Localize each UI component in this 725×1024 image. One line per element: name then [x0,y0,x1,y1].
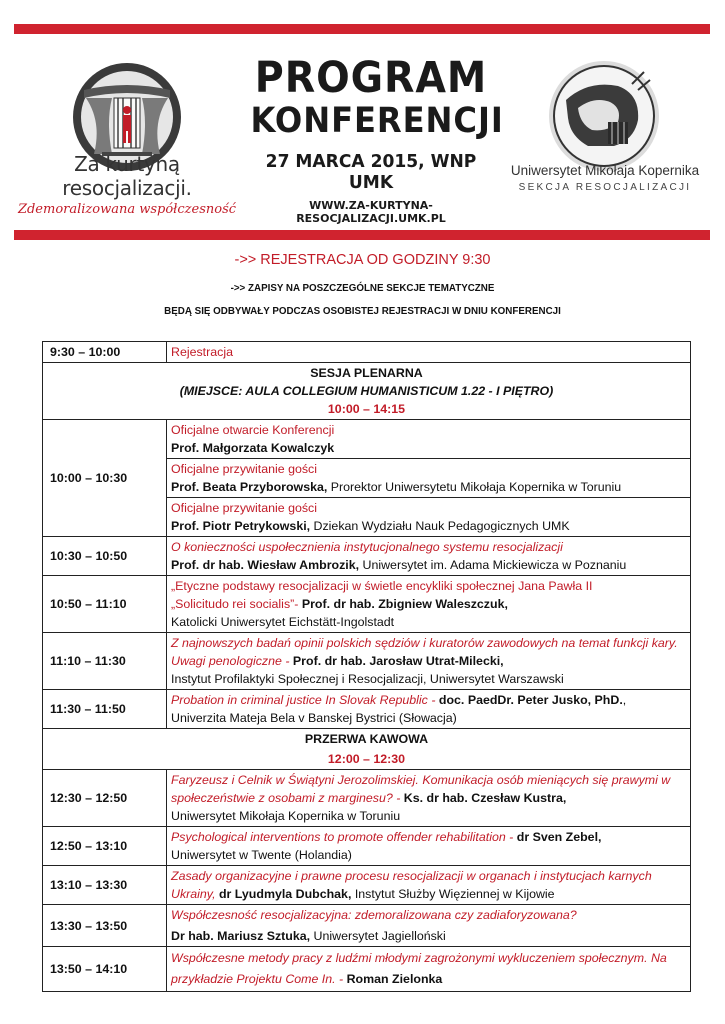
event-cell [167,342,691,363]
time-cell: 13:10 – 13:30 [43,866,167,905]
speaker-name: Prof. Beata Przyborowska, [171,480,328,494]
event-title: „Etyczne podstawy resocjalizacji w świetle encykliki społecznej Jana Pawła II [171,579,593,593]
speaker-affiliation: Uniwersytet w Twente (Holandia) [171,848,352,862]
speaker-affiliation: Uniwersytet Mikołaja Kopernika w Toruniu [171,809,401,823]
event-cell [167,827,691,866]
table-row [43,633,691,690]
speaker-name: Prof. Piotr Petrykowski, [171,519,311,533]
event-cell [167,459,691,498]
university-seal-logo [548,60,660,172]
speaker-name: dr Lyudmyla Dubchak, [218,887,352,901]
event-cell [167,537,691,576]
event-cell [167,866,691,905]
schedule-table [42,341,691,992]
speaker-name: Roman Zielonka [346,972,443,986]
time-cell: 10:30 – 10:50 [43,537,167,576]
event-cell [167,947,691,992]
time-cell: 13:50 – 14:10 [43,947,167,992]
title-line-2: KONFERENCJI [250,101,504,141]
program-title [240,55,502,225]
brand-left-name: Za kurtyną resocjalizacji. [62,152,192,200]
onsite-note: BĘDĄ SIĘ ODBYWAŁY PODCZAS OSOBISTEJ REJESTRACJI W DNIU KONFERENCJI [164,306,561,317]
conference-date: 27 MARCA 2015, WNP UMK [265,151,477,193]
table-row [43,905,691,947]
table-row [43,770,691,827]
title-line-1: PROGRAM [254,53,488,103]
speaker-name: Ks. dr hab. Czesław Kustra, [403,791,567,805]
event-title: Faryzeusz i Celnik w Świątyni Jerozolimskiej. Komunikacja osób mieniących się prawymi w społeczeństwie z osobami z marginesu? - [171,773,671,805]
event-cell [167,576,691,633]
speaker-affiliation: Katolicki Uniwersytet Eichstätt-Ingolstadt [171,615,395,629]
speaker-affiliation: Instytut Służby Więziennej w Kijowie [351,887,555,901]
table-row [43,690,691,729]
table-row [43,947,691,992]
break-title: PRZERWA KAWOWA [304,732,429,746]
event-cell [167,770,691,827]
coffee-break-cell [43,729,691,770]
speaker-name: dr Sven Zebel, [516,830,602,844]
table-row [43,537,691,576]
event-title: Zasady organizacyjne i prawne procesu resocjalizacji w organach i instytucjach karnych Ukrainy, [171,869,652,901]
time-cell: 12:30 – 12:50 [43,770,167,827]
event-title: Z najnowszych badań opinii polskich sędziów i kuratorów zawodowych na temat funkcji kary. Uwagi penologiczne - [171,636,678,668]
section-header-row [43,729,691,770]
brand-right [505,163,705,193]
time-cell: 10:00 – 10:30 [43,420,167,537]
plenary-place: (MIEJSCE: AULA COLLEGIUM HUMANISTICUM 1.22 - I PIĘTRO) [179,384,554,398]
section-header-row [43,363,691,420]
speaker-affiliation: Uniwersytet im. Adama Mickiewicza w Poznaniu [359,558,627,572]
brand-left-tagline: Zdemoralizowana współczesność [17,202,237,217]
bottom-red-bar [14,230,710,240]
plenary-session-cell [43,363,691,420]
table-row [43,827,691,866]
speaker-name: Prof. dr hab. Wiesław Ambrozik, [171,558,360,572]
event-cell [167,498,691,537]
time-cell: 13:30 – 13:50 [43,905,167,947]
top-red-bar [14,24,710,34]
event-cell [167,690,691,729]
speaker-name: doc. PaedDr. Peter Jusko, PhD. [438,693,623,707]
event-title: Psychological interventions to promote offender rehabilitation - [171,830,517,844]
speaker-affiliation: Instytut Profilaktyki Społecznej i Resocjalizacji, Uniwersytet Warszawski [171,672,564,686]
time-cell: 11:10 – 11:30 [43,633,167,690]
event-cell [167,633,691,690]
time-cell: 11:30 – 11:50 [43,690,167,729]
brand-left [12,152,242,217]
event-cell [167,905,691,947]
speaker-name: Prof. Małgorzata Kowalczyk [171,441,335,455]
conference-url[interactable]: WWW.ZA-KURTYNA-RESOCJALIZACJI.UMK.PL [296,199,446,225]
plenary-title: SESJA PLENARNA [310,366,423,380]
table-row [43,866,691,905]
table-row [43,576,691,633]
sections-note: ->> ZAPISY NA POSZCZEGÓLNE SEKCJE TEMATYCZNE [230,283,495,294]
time-cell: 12:50 – 13:10 [43,827,167,866]
event-title: Rejestracja [171,345,233,359]
speaker-affiliation: Uniwersytet Jagielloński [310,929,446,943]
event-title-continued: „Solicitudo rei socialis”- [171,597,302,611]
event-title: O konieczności uspołecznienia instytucjonalnego systemu resocjalizacji [171,540,563,554]
table-row [43,420,691,459]
university-name: Uniwersytet Mikołaja Kopernika [510,163,700,178]
speaker-affiliation: Dziekan Wydziału Nauk Pedagogicznych UMK [310,519,570,533]
event-title: Współczesność resocjalizacyjna: zdemoralizowana czy zadiaforyzowana? [171,908,577,922]
speaker-affiliation: Prorektor Uniwersytetu Mikołaja Kopernika w Toruniu [327,480,622,494]
section-name: SEKCJA RESOCJALIZACJI [518,182,692,193]
event-title: Oficjalne otwarcie Konferencji [171,423,335,437]
break-time: 12:00 – 12:30 [327,752,406,766]
speaker-name: Prof. dr hab. Jarosław Utrat-Milecki, [292,654,504,668]
table-row [43,342,691,363]
event-title: Oficjalne przywitanie gości [171,501,317,515]
speaker-affiliation: Univerzita Mateja Bela v Banskej Bystrici (Słowacja) [171,711,457,725]
time-cell: 10:50 – 11:10 [43,576,167,633]
time-cell: 9:30 – 10:00 [43,342,167,363]
event-title: Oficjalne przywitanie gości [171,462,317,476]
plenary-time: 10:00 – 14:15 [327,402,406,416]
registration-heading: ->> REJESTRACJA OD GODZINY 9:30 [234,252,491,268]
event-title: Probation in criminal justice In Slovak Republic - [171,693,439,707]
separator: , [622,693,627,707]
event-title: Współczesne metody pracy z ludźmi młodymi zagrożonymi wykluczeniem społecznym. Na przykładzie Projektu Come In. - [171,951,667,986]
speaker-name: Prof. dr hab. Zbigniew Waleszczuk, [301,597,508,611]
speaker-name: Dr hab. Mariusz Sztuka, [171,929,311,943]
event-cell [167,420,691,459]
